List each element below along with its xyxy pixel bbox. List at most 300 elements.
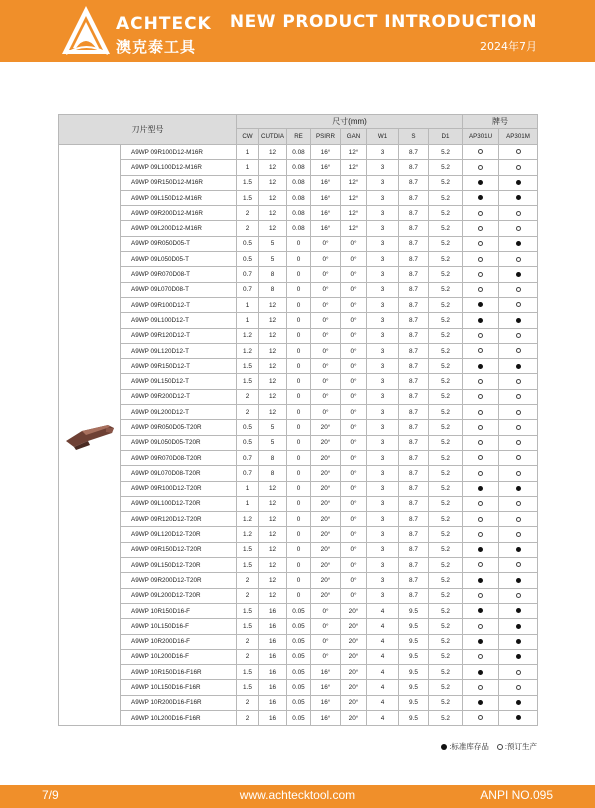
cw-cell: 2 xyxy=(237,221,259,236)
filled-circle-icon xyxy=(478,486,483,491)
d1-cell: 5.2 xyxy=(429,588,463,603)
gan-cell: 0° xyxy=(341,588,367,603)
model-cell: A9WP 10L200D16-F xyxy=(121,649,237,664)
ap301u-cell xyxy=(463,619,499,634)
d1-cell: 5.2 xyxy=(429,496,463,511)
model-cell: A9WP 10R200D16-F16R xyxy=(121,695,237,710)
cutdia-cell: 12 xyxy=(259,145,287,160)
model-cell: A9WP 09R100D12-M16R xyxy=(121,145,237,160)
ap301m-cell xyxy=(499,695,538,710)
gan-cell: 12° xyxy=(341,160,367,175)
gan-cell: 0° xyxy=(341,359,367,374)
ap301m-cell xyxy=(499,282,538,297)
product-table-body xyxy=(59,145,538,726)
gan-cell: 0° xyxy=(341,435,367,450)
cw-cell: 1.5 xyxy=(237,359,259,374)
gan-cell: 12° xyxy=(341,190,367,205)
cutdia-cell: 12 xyxy=(259,558,287,573)
open-circle-icon xyxy=(478,287,483,292)
re-cell: 0 xyxy=(287,359,311,374)
filled-circle-icon xyxy=(516,272,521,277)
model-cell: A9WP 09L050D05-T xyxy=(121,252,237,267)
cw-cell: 0.5 xyxy=(237,435,259,450)
ap301u-cell xyxy=(463,405,499,420)
gan-cell: 0° xyxy=(341,496,367,511)
cutdia-cell: 12 xyxy=(259,359,287,374)
gan-cell: 12° xyxy=(341,145,367,160)
gan-cell: 0° xyxy=(341,481,367,496)
ap301m-cell xyxy=(499,236,538,251)
re-cell: 0 xyxy=(287,343,311,358)
d1-cell: 5.2 xyxy=(429,481,463,496)
column-header-w1: W1 xyxy=(367,129,399,145)
psirr-cell: 16° xyxy=(311,175,341,190)
gan-cell: 20° xyxy=(341,619,367,634)
ap301u-cell xyxy=(463,634,499,649)
filled-circle-icon xyxy=(478,547,483,552)
table-row xyxy=(59,665,538,680)
re-cell: 0 xyxy=(287,512,311,527)
cutdia-cell: 12 xyxy=(259,313,287,328)
d1-cell: 5.2 xyxy=(429,160,463,175)
ap301m-cell xyxy=(499,573,538,588)
cw-cell: 1.5 xyxy=(237,665,259,680)
model-cell: A9WP 09L150D12-T xyxy=(121,374,237,389)
re-cell: 0 xyxy=(287,527,311,542)
s-cell: 8.7 xyxy=(399,389,429,404)
table-row xyxy=(59,297,538,312)
table-row xyxy=(59,221,538,236)
w1-cell: 4 xyxy=(367,634,399,649)
gan-cell: 20° xyxy=(341,710,367,725)
s-cell: 8.7 xyxy=(399,236,429,251)
filled-circle-icon xyxy=(516,608,521,613)
open-circle-icon xyxy=(516,517,521,522)
open-circle-icon xyxy=(516,410,521,415)
model-cell: A9WP 09R200D12-T xyxy=(121,389,237,404)
w1-cell: 3 xyxy=(367,267,399,282)
model-cell: A9WP 09L120D12-T xyxy=(121,343,237,358)
d1-cell: 5.2 xyxy=(429,282,463,297)
cutdia-cell: 16 xyxy=(259,695,287,710)
open-circle-icon xyxy=(478,410,483,415)
ap301u-cell xyxy=(463,481,499,496)
d1-cell: 5.2 xyxy=(429,328,463,343)
psirr-cell: 16° xyxy=(311,221,341,236)
d1-cell: 5.2 xyxy=(429,710,463,725)
w1-cell: 3 xyxy=(367,558,399,573)
psirr-cell: 0° xyxy=(311,389,341,404)
re-cell: 0 xyxy=(287,313,311,328)
gan-cell: 0° xyxy=(341,512,367,527)
table-row xyxy=(59,313,538,328)
filled-circle-icon xyxy=(516,700,521,705)
cw-cell: 1 xyxy=(237,313,259,328)
w1-cell: 3 xyxy=(367,236,399,251)
d1-cell: 5.2 xyxy=(429,466,463,481)
model-cell: A9WP 10L150D16-F xyxy=(121,619,237,634)
column-header-model: 刀片型号 xyxy=(59,115,237,145)
ap301u-cell xyxy=(463,466,499,481)
table-row xyxy=(59,558,538,573)
d1-cell: 5.2 xyxy=(429,558,463,573)
ap301m-cell xyxy=(499,634,538,649)
ap301m-cell xyxy=(499,405,538,420)
cutdia-cell: 5 xyxy=(259,420,287,435)
cw-cell: 1.2 xyxy=(237,343,259,358)
psirr-cell: 0° xyxy=(311,282,341,297)
open-circle-icon xyxy=(516,455,521,460)
model-cell: A9WP 09R200D12-T20R xyxy=(121,573,237,588)
model-cell: A9WP 09L200D12-T xyxy=(121,405,237,420)
ap301m-cell xyxy=(499,558,538,573)
d1-cell: 5.2 xyxy=(429,175,463,190)
model-cell: A9WP 09L200D12-M16R xyxy=(121,221,237,236)
issue-date: 2024年7月 xyxy=(480,40,537,53)
filled-circle-icon xyxy=(441,744,447,750)
ap301m-cell xyxy=(499,420,538,435)
open-circle-icon xyxy=(516,302,521,307)
gan-cell: 0° xyxy=(341,466,367,481)
ap301m-cell xyxy=(499,267,538,282)
open-circle-icon xyxy=(516,348,521,353)
re-cell: 0 xyxy=(287,481,311,496)
w1-cell: 3 xyxy=(367,512,399,527)
w1-cell: 3 xyxy=(367,450,399,465)
w1-cell: 3 xyxy=(367,420,399,435)
ap301u-cell xyxy=(463,145,499,160)
cutdia-cell: 12 xyxy=(259,389,287,404)
gan-cell: 0° xyxy=(341,558,367,573)
cw-cell: 1.2 xyxy=(237,527,259,542)
cutdia-cell: 12 xyxy=(259,542,287,557)
filled-circle-icon xyxy=(478,670,483,675)
re-cell: 0 xyxy=(287,267,311,282)
s-cell: 8.7 xyxy=(399,252,429,267)
filled-circle-icon xyxy=(478,700,483,705)
s-cell: 9.5 xyxy=(399,634,429,649)
w1-cell: 4 xyxy=(367,710,399,725)
document-code: ANPI NO.095 xyxy=(480,788,553,802)
re-cell: 0 xyxy=(287,420,311,435)
cutdia-cell: 12 xyxy=(259,496,287,511)
cw-cell: 2 xyxy=(237,588,259,603)
s-cell: 8.7 xyxy=(399,282,429,297)
s-cell: 8.7 xyxy=(399,160,429,175)
filled-circle-icon xyxy=(478,318,483,323)
filled-circle-icon xyxy=(516,241,521,246)
cw-cell: 2 xyxy=(237,405,259,420)
d1-cell: 5.2 xyxy=(429,695,463,710)
gan-cell: 0° xyxy=(341,328,367,343)
filled-circle-icon xyxy=(478,364,483,369)
w1-cell: 4 xyxy=(367,680,399,695)
psirr-cell: 20° xyxy=(311,558,341,573)
psirr-cell: 20° xyxy=(311,588,341,603)
legend-stock-label: :标准库存品 xyxy=(449,742,489,751)
cutdia-cell: 5 xyxy=(259,252,287,267)
gan-cell: 20° xyxy=(341,634,367,649)
s-cell: 8.7 xyxy=(399,405,429,420)
d1-cell: 5.2 xyxy=(429,252,463,267)
cw-cell: 2 xyxy=(237,389,259,404)
model-cell: A9WP 09L100D12-T xyxy=(121,313,237,328)
filled-circle-icon xyxy=(516,578,521,583)
re-cell: 0.05 xyxy=(287,603,311,618)
psirr-cell: 20° xyxy=(311,512,341,527)
brand-name-en: ACHTECK xyxy=(116,14,212,34)
filled-circle-icon xyxy=(516,624,521,629)
table-row xyxy=(59,496,538,511)
d1-cell: 5.2 xyxy=(429,374,463,389)
open-circle-icon xyxy=(516,379,521,384)
cutdia-cell: 16 xyxy=(259,619,287,634)
cutdia-cell: 8 xyxy=(259,466,287,481)
open-circle-icon xyxy=(478,425,483,430)
website-url: www.achtecktool.com xyxy=(239,788,356,802)
table-row xyxy=(59,619,538,634)
ap301m-cell xyxy=(499,710,538,725)
column-header-ap301u: AP301U xyxy=(463,129,499,145)
w1-cell: 3 xyxy=(367,313,399,328)
s-cell: 8.7 xyxy=(399,297,429,312)
open-circle-icon xyxy=(478,241,483,246)
s-cell: 8.7 xyxy=(399,145,429,160)
ap301u-cell xyxy=(463,374,499,389)
cutdia-cell: 16 xyxy=(259,680,287,695)
table-row xyxy=(59,359,538,374)
psirr-cell: 0° xyxy=(311,252,341,267)
d1-cell: 5.2 xyxy=(429,542,463,557)
open-circle-icon xyxy=(516,226,521,231)
ap301m-cell xyxy=(499,435,538,450)
model-cell: A9WP 09L200D12-T20R xyxy=(121,588,237,603)
w1-cell: 3 xyxy=(367,190,399,205)
ap301m-cell xyxy=(499,665,538,680)
ap301u-cell xyxy=(463,603,499,618)
table-row xyxy=(59,512,538,527)
w1-cell: 3 xyxy=(367,573,399,588)
model-cell: A9WP 09L150D12-M16R xyxy=(121,190,237,205)
table-row xyxy=(59,206,538,221)
cw-cell: 0.7 xyxy=(237,282,259,297)
ap301u-cell xyxy=(463,680,499,695)
filled-circle-icon xyxy=(516,180,521,185)
table-row xyxy=(59,389,538,404)
ap301m-cell xyxy=(499,160,538,175)
s-cell: 8.7 xyxy=(399,175,429,190)
d1-cell: 5.2 xyxy=(429,634,463,649)
d1-cell: 5.2 xyxy=(429,359,463,374)
cw-cell: 2 xyxy=(237,710,259,725)
ap301m-cell xyxy=(499,328,538,343)
psirr-cell: 20° xyxy=(311,481,341,496)
s-cell: 8.7 xyxy=(399,435,429,450)
s-cell: 8.7 xyxy=(399,481,429,496)
psirr-cell: 0° xyxy=(311,405,341,420)
cutdia-cell: 12 xyxy=(259,588,287,603)
open-circle-icon xyxy=(478,226,483,231)
d1-cell: 5.2 xyxy=(429,527,463,542)
psirr-cell: 0° xyxy=(311,619,341,634)
table-row xyxy=(59,145,538,160)
open-circle-icon xyxy=(478,624,483,629)
ap301u-cell xyxy=(463,496,499,511)
psirr-cell: 20° xyxy=(311,466,341,481)
filled-circle-icon xyxy=(478,302,483,307)
table-row xyxy=(59,466,538,481)
re-cell: 0 xyxy=(287,496,311,511)
page-number: 7/9 xyxy=(42,788,59,802)
ap301m-cell xyxy=(499,481,538,496)
open-circle-icon xyxy=(478,654,483,659)
re-cell: 0.05 xyxy=(287,634,311,649)
re-cell: 0 xyxy=(287,542,311,557)
model-cell: A9WP 09R050D05-T20R xyxy=(121,420,237,435)
cutdia-cell: 12 xyxy=(259,190,287,205)
product-table-wrapper xyxy=(58,114,537,726)
table-row xyxy=(59,190,538,205)
ap301u-cell xyxy=(463,527,499,542)
page-title: NEW PRODUCT INTRODUCTION xyxy=(229,12,537,32)
open-circle-icon xyxy=(497,744,503,750)
table-row xyxy=(59,328,538,343)
cw-cell: 1.5 xyxy=(237,190,259,205)
table-row xyxy=(59,420,538,435)
re-cell: 0.05 xyxy=(287,680,311,695)
cutdia-cell: 16 xyxy=(259,665,287,680)
s-cell: 8.7 xyxy=(399,343,429,358)
open-circle-icon xyxy=(478,593,483,598)
open-circle-icon xyxy=(478,348,483,353)
filled-circle-icon xyxy=(516,654,521,659)
legend-preorder-label: :预订生产 xyxy=(504,742,537,751)
w1-cell: 3 xyxy=(367,297,399,312)
ap301u-cell xyxy=(463,450,499,465)
gan-cell: 0° xyxy=(341,236,367,251)
open-circle-icon xyxy=(516,211,521,216)
d1-cell: 5.2 xyxy=(429,389,463,404)
gan-cell: 12° xyxy=(341,175,367,190)
re-cell: 0 xyxy=(287,450,311,465)
cw-cell: 0.5 xyxy=(237,420,259,435)
d1-cell: 5.2 xyxy=(429,313,463,328)
d1-cell: 5.2 xyxy=(429,267,463,282)
w1-cell: 4 xyxy=(367,619,399,634)
psirr-cell: 20° xyxy=(311,527,341,542)
d1-cell: 5.2 xyxy=(429,236,463,251)
model-cell: A9WP 09L070D08-T20R xyxy=(121,466,237,481)
ap301m-cell xyxy=(499,252,538,267)
cutdia-cell: 12 xyxy=(259,297,287,312)
filled-circle-icon xyxy=(478,639,483,644)
s-cell: 9.5 xyxy=(399,710,429,725)
s-cell: 8.7 xyxy=(399,206,429,221)
open-circle-icon xyxy=(478,272,483,277)
cw-cell: 2 xyxy=(237,634,259,649)
open-circle-icon xyxy=(516,165,521,170)
d1-cell: 5.2 xyxy=(429,145,463,160)
w1-cell: 3 xyxy=(367,588,399,603)
s-cell: 8.7 xyxy=(399,190,429,205)
re-cell: 0.05 xyxy=(287,710,311,725)
s-cell: 8.7 xyxy=(399,359,429,374)
ap301m-cell xyxy=(499,297,538,312)
re-cell: 0.08 xyxy=(287,145,311,160)
psirr-cell: 20° xyxy=(311,450,341,465)
ap301m-cell xyxy=(499,374,538,389)
ap301m-cell xyxy=(499,343,538,358)
d1-cell: 5.2 xyxy=(429,512,463,527)
s-cell: 8.7 xyxy=(399,512,429,527)
re-cell: 0 xyxy=(287,236,311,251)
d1-cell: 5.2 xyxy=(429,435,463,450)
filled-circle-icon xyxy=(478,608,483,613)
cw-cell: 0.7 xyxy=(237,267,259,282)
gan-cell: 0° xyxy=(341,542,367,557)
cutdia-cell: 12 xyxy=(259,206,287,221)
open-circle-icon xyxy=(478,562,483,567)
table-row xyxy=(59,405,538,420)
cutdia-cell: 12 xyxy=(259,343,287,358)
psirr-cell: 16° xyxy=(311,206,341,221)
open-circle-icon xyxy=(478,715,483,720)
table-row xyxy=(59,573,538,588)
filled-circle-icon xyxy=(516,318,521,323)
cutdia-cell: 12 xyxy=(259,573,287,588)
ap301m-cell xyxy=(499,680,538,695)
open-circle-icon xyxy=(516,333,521,338)
s-cell: 8.7 xyxy=(399,374,429,389)
psirr-cell: 16° xyxy=(311,665,341,680)
gan-cell: 0° xyxy=(341,527,367,542)
table-row xyxy=(59,588,538,603)
table-row xyxy=(59,450,538,465)
ap301u-cell xyxy=(463,573,499,588)
ap301u-cell xyxy=(463,236,499,251)
w1-cell: 3 xyxy=(367,405,399,420)
s-cell: 8.7 xyxy=(399,588,429,603)
d1-cell: 5.2 xyxy=(429,206,463,221)
ap301u-cell xyxy=(463,267,499,282)
table-row xyxy=(59,267,538,282)
psirr-cell: 0° xyxy=(311,328,341,343)
model-cell: A9WP 09L100D12-M16R xyxy=(121,160,237,175)
model-cell: A9WP 10R200D16-F xyxy=(121,634,237,649)
cw-cell: 2 xyxy=(237,695,259,710)
model-cell: A9WP 09R200D12-M16R xyxy=(121,206,237,221)
re-cell: 0 xyxy=(287,374,311,389)
d1-cell: 5.2 xyxy=(429,619,463,634)
table-row xyxy=(59,649,538,664)
table-row xyxy=(59,435,538,450)
ap301m-cell xyxy=(499,649,538,664)
ap301m-cell xyxy=(499,512,538,527)
cw-cell: 0.7 xyxy=(237,466,259,481)
re-cell: 0 xyxy=(287,282,311,297)
open-circle-icon xyxy=(478,517,483,522)
cutdia-cell: 16 xyxy=(259,649,287,664)
d1-cell: 5.2 xyxy=(429,450,463,465)
cutdia-cell: 5 xyxy=(259,435,287,450)
ap301u-cell xyxy=(463,389,499,404)
w1-cell: 3 xyxy=(367,389,399,404)
w1-cell: 3 xyxy=(367,359,399,374)
re-cell: 0 xyxy=(287,297,311,312)
re-cell: 0.05 xyxy=(287,649,311,664)
psirr-cell: 16° xyxy=(311,710,341,725)
table-row xyxy=(59,527,538,542)
